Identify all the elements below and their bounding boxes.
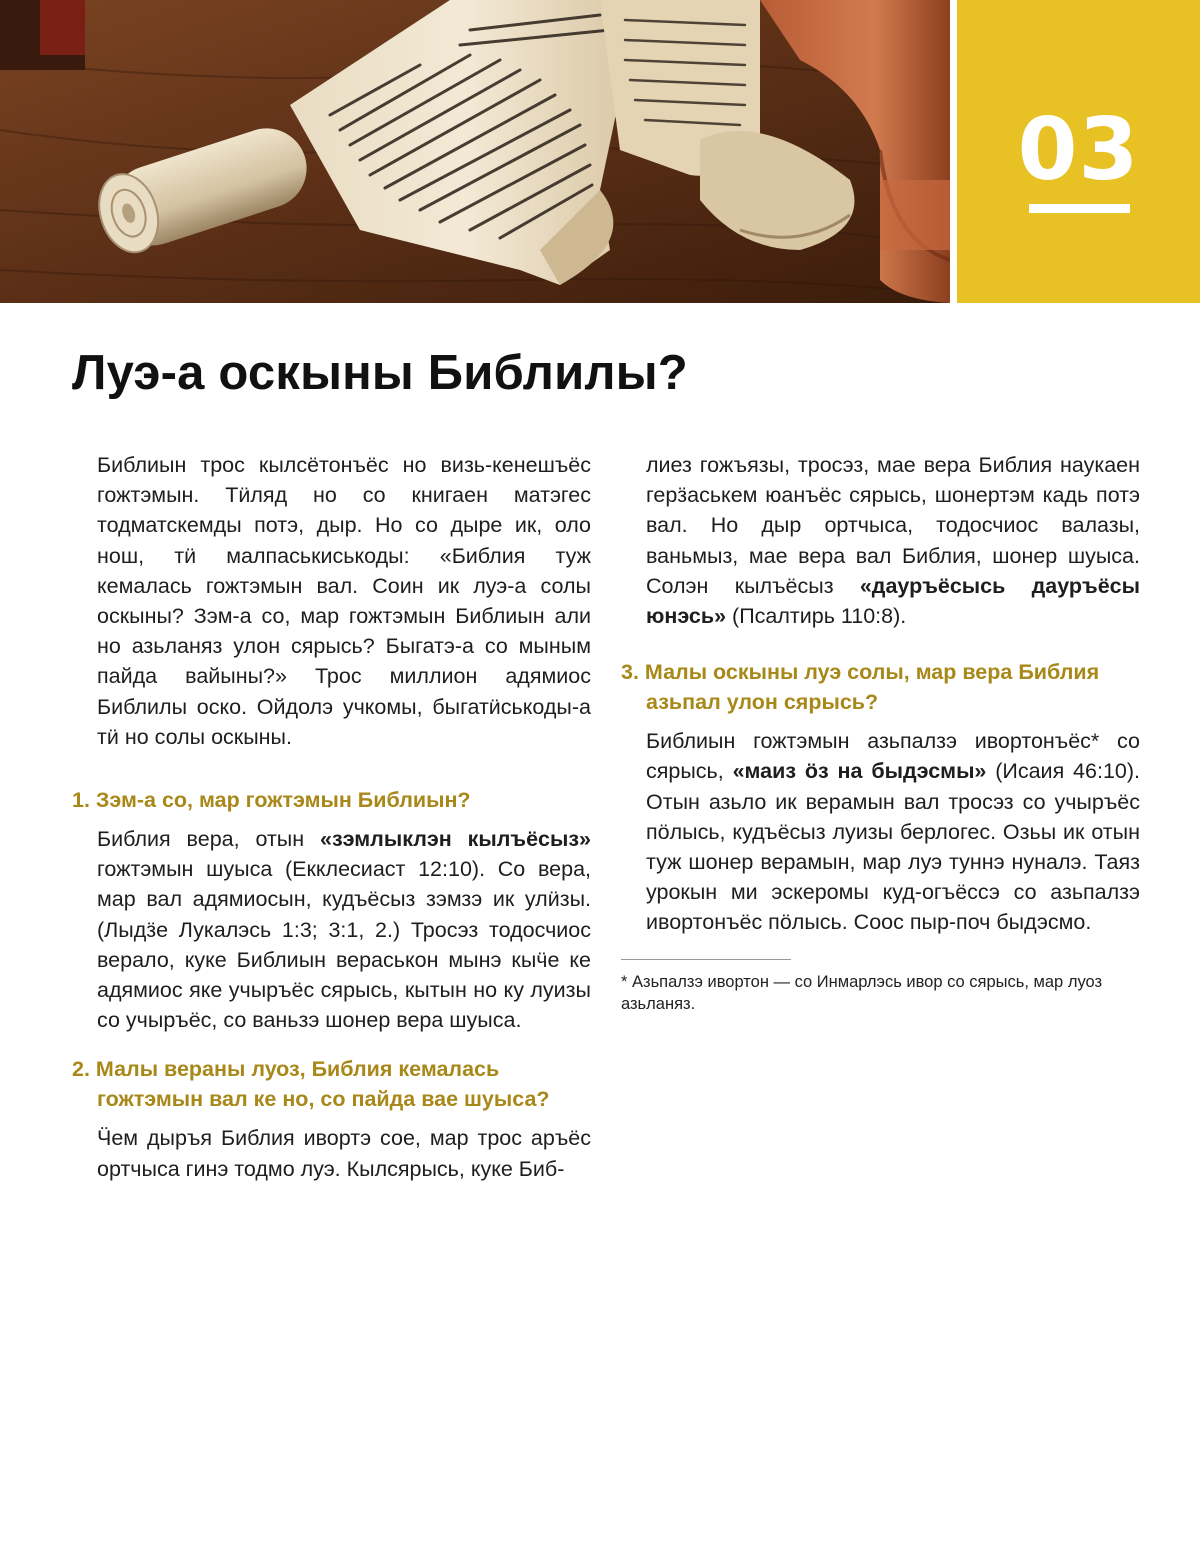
answer-2-text-end: (Псалтирь 110:8).	[726, 604, 907, 629]
right-column	[621, 450, 1140, 938]
footnote-divider	[621, 959, 791, 960]
chapter-number-underline	[1029, 204, 1130, 213]
page-title: Луэ-а оскыны Библилы?	[72, 346, 688, 400]
chapter-badge	[957, 0, 1200, 303]
answer-2-text-start: лиез гожъязы, тросэз, мае вера Библия наукаен герӟаськем юанъёс сярысь, шонертэм кадь потэ вал. Но дыр ортчыса, тодосчиос валазы, ваньмыз, мае вера вал Библия, шонер шуыса. Солэн кылъёсыз	[646, 453, 1140, 598]
answer-paragraph-2-part-1: Ӵем дыръя Библия ивортэ сое, мар трос аръёс ортчыса гинэ тодмо луэ. Кылсярысь, куке Биб-	[97, 1126, 591, 1181]
question-heading-1: 1. Зэм-а со, мар гожтэмын Библиын?	[72, 788, 471, 813]
answer-3-text-start: Библиын гожтэмын азьпалзэ ивортонъёс* со сярысь,	[646, 729, 1140, 784]
question-heading-3: 3. Малы оскыны луэ солы, мар вера Библия азьпал улон сярысь?	[621, 660, 1100, 715]
chapter-number: 03	[1017, 100, 1140, 200]
answer-paragraph-3	[646, 726, 1140, 937]
answer-3-text-end: (Исаия 46:10). Отын азьло ик верамын вал тросэз со учыръёс пӧлысь, кудъёсыз луизы берлогес. Озьы ик отын туж шонер верамын, мар луэ туннэ нуналэ. Таяз урокын ми эскеромы куд-огъёссэ со азьпалзэ ивортонъёс пӧлысь. Соос пыр-поч быдэсмо.	[646, 759, 1140, 935]
left-column	[72, 450, 591, 1184]
scrolls-photo	[0, 0, 950, 303]
answer-paragraph-1	[97, 824, 591, 1035]
footnote: * Азьпалзэ ивортон — со Инмарлэсь ивор со сярысь, мар луоз азьланяз.	[621, 973, 1103, 1013]
answer-1-text-end: гожтэмын шуыса (Екклесиаст 12:10). Со вера, мар вал адямиосын, кудъёсыз зэмзэ ик улӥзы. (Лыдӟе Лукалэсь 1:3; 3:1, 2.) Тросэз тодосчиос верало, куке Библиын вераськон мынэ кыӵе ке адямиос яке учыръёс сярысь, кытын но ку луизы со учыръёс, со ваньзэ шонер вера шуыса.	[97, 857, 591, 1033]
scrolls-illustration	[0, 0, 950, 303]
intro-paragraph: Библиын трос кылсётонъёс но визь-кенешъёс гожтэмын. Тӥляд но со книгаен матэгес тодматскемды потэ, дыр. Но со дыре ик, оло нош, тӥ малпаськиськоды: «Библия туж кемалась гожтэмын вал. Соин ик луэ-а солы оскыны? Зэм-а со, мар гожтэмын Библиын али но азьланяз улон сярысь? Быгатэ-а со мыным пайда вайыны?» Трос миллион адямиос Библилы оско. Ойдолэ учкомы, быгатӥськоды-а тӥ но солы оскыны.	[97, 453, 591, 749]
answer-1-text-start: Библия вера, отын	[97, 827, 321, 852]
answer-paragraph-2-part-2	[646, 450, 1140, 631]
answer-1-quote: «зэмлыклэн кылъёсыз»	[320, 827, 591, 852]
question-heading-2: 2. Малы вераны луоз, Библия кемалась гожтэмын вал ке но, со пайда вае шуыса?	[72, 1057, 550, 1112]
answer-2-quote: «дауръёсысь дауръёсы юнэсь»	[646, 573, 1140, 629]
answer-3-quote: «маиз ӧз на быдэсмы»	[732, 759, 987, 784]
